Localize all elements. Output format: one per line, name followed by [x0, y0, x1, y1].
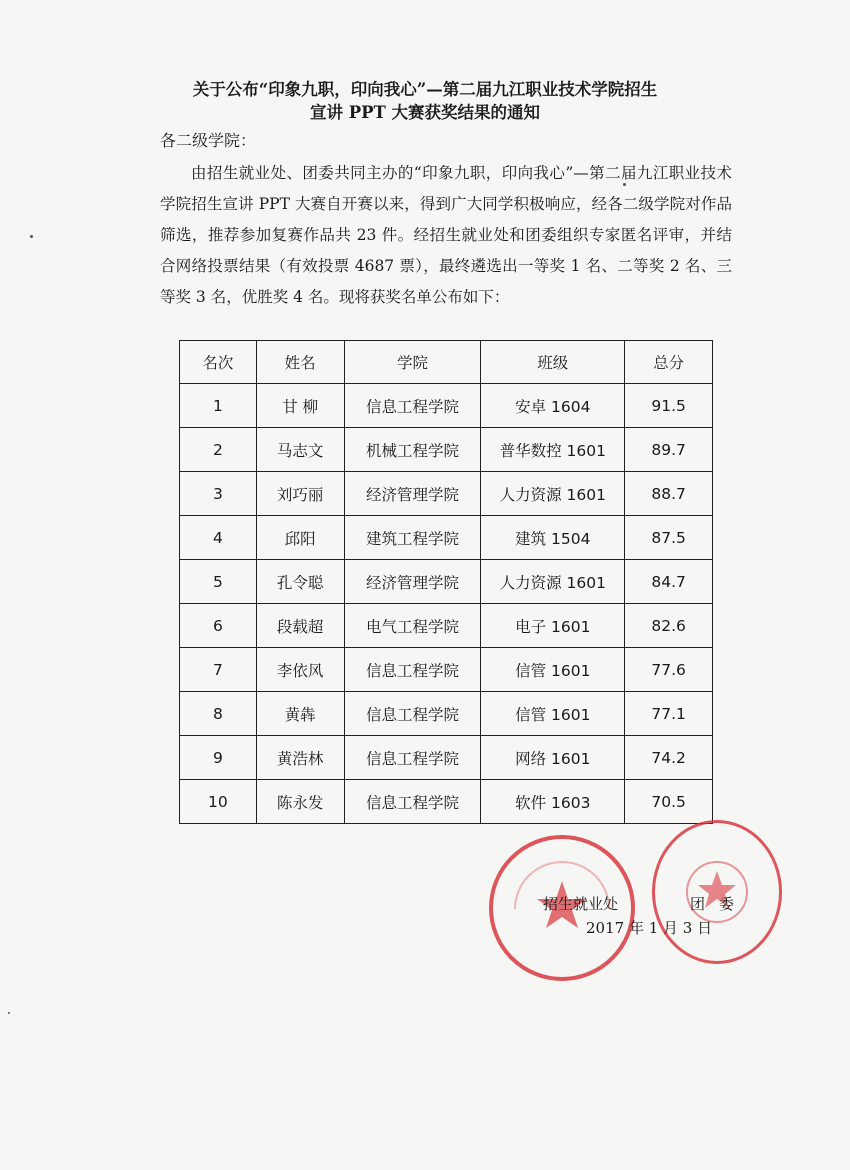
cell-rank: 2 — [180, 428, 257, 472]
cell-name: 孔令聪 — [256, 560, 344, 604]
cell-score: 77.6 — [625, 648, 713, 692]
cell-rank: 7 — [180, 648, 257, 692]
seal-emblem-icon — [655, 823, 779, 961]
cell-college: 电气工程学院 — [344, 604, 481, 648]
signature-office: 招生就业处 — [543, 895, 619, 913]
cell-score: 70.5 — [625, 780, 713, 824]
results-table — [179, 340, 713, 824]
table-row — [180, 736, 713, 780]
cell-rank: 3 — [180, 472, 257, 516]
cell-score: 74.2 — [625, 736, 713, 780]
table-row — [180, 780, 713, 824]
table-row — [180, 648, 713, 692]
cell-name: 邱阳 — [256, 516, 344, 560]
table-header-row — [180, 341, 713, 384]
cell-class: 软件 1603 — [481, 780, 625, 824]
cell-college: 信息工程学院 — [344, 648, 481, 692]
cell-rank: 10 — [180, 780, 257, 824]
cell-rank: 5 — [180, 560, 257, 604]
header-class: 班级 — [481, 341, 625, 384]
notice-body: 由招生就业处、团委共同主办的“印象九职，印向我心”—第二届九江职业技术学院招生宣讲 PPT 大赛自开赛以来，得到广大同学积极响应，经各二级学院对作品筛选，推荐参加复赛作品共 23 件。经招生就业处和团委组织专家匿名评审，并结合网络投票结果（有效投票 4687 票），最终遴选出一等奖 1 名、二等奖 2 名、三等奖 3 名，优胜奖 4 名。现将获奖名单公布如下： — [160, 164, 732, 306]
cell-class: 信管 1601 — [481, 648, 625, 692]
table-row — [180, 472, 713, 516]
cell-rank: 9 — [180, 736, 257, 780]
notice-title — [120, 78, 730, 124]
cell-college: 信息工程学院 — [344, 384, 481, 428]
cell-score: 88.7 — [625, 472, 713, 516]
cell-score: 91.5 — [625, 384, 713, 428]
cell-college: 经济管理学院 — [344, 560, 481, 604]
table-row — [180, 428, 713, 472]
header-college: 学院 — [344, 341, 481, 384]
cell-name: 黄犇 — [256, 692, 344, 736]
cell-name: 黄浩林 — [256, 736, 344, 780]
cell-class: 建筑 1504 — [481, 516, 625, 560]
cell-class: 普华数控 1601 — [481, 428, 625, 472]
cell-class: 网络 1601 — [481, 736, 625, 780]
youth-league-seal — [652, 820, 782, 964]
cell-score: 84.7 — [625, 560, 713, 604]
cell-score: 87.5 — [625, 516, 713, 560]
cell-rank: 4 — [180, 516, 257, 560]
cell-score: 77.1 — [625, 692, 713, 736]
header-score: 总分 — [625, 341, 713, 384]
title-line-2: 宣讲 PPT 大赛获奖结果的通知 — [309, 103, 541, 122]
cell-college: 信息工程学院 — [344, 780, 481, 824]
cell-name: 李依风 — [256, 648, 344, 692]
cell-name: 甘 柳 — [256, 384, 344, 428]
scan-speck — [8, 1012, 10, 1014]
cell-score: 89.7 — [625, 428, 713, 472]
table-row — [180, 692, 713, 736]
cell-rank: 6 — [180, 604, 257, 648]
cell-class: 人力资源 1601 — [481, 472, 625, 516]
signature-league: 团委 — [690, 895, 749, 913]
title-line-1: 关于公布“印象九职，印向我心”—第二届九江职业技术学院招生 — [192, 80, 658, 99]
cell-college: 机械工程学院 — [344, 428, 481, 472]
table-row — [180, 604, 713, 648]
table-row — [180, 516, 713, 560]
cell-score: 82.6 — [625, 604, 713, 648]
cell-class: 安卓 1604 — [481, 384, 625, 428]
cell-rank: 8 — [180, 692, 257, 736]
cell-college: 信息工程学院 — [344, 692, 481, 736]
scan-speck — [623, 183, 626, 186]
table-row — [180, 384, 713, 428]
cell-college: 经济管理学院 — [344, 472, 481, 516]
cell-rank: 1 — [180, 384, 257, 428]
cell-class: 人力资源 1601 — [481, 560, 625, 604]
cell-college: 信息工程学院 — [344, 736, 481, 780]
header-rank: 名次 — [180, 341, 257, 384]
cell-class: 电子 1601 — [481, 604, 625, 648]
salutation: 各二级学院： — [160, 131, 257, 150]
scan-speck — [30, 235, 33, 238]
cell-name: 段载超 — [256, 604, 344, 648]
signature-date: 2017 年 1 月 3 日 — [586, 919, 713, 937]
cell-name: 马志文 — [256, 428, 344, 472]
table-row — [180, 560, 713, 604]
header-name: 姓名 — [256, 341, 344, 384]
cell-name: 刘巧丽 — [256, 472, 344, 516]
cell-class: 信管 1601 — [481, 692, 625, 736]
cell-name: 陈永发 — [256, 780, 344, 824]
cell-college: 建筑工程学院 — [344, 516, 481, 560]
